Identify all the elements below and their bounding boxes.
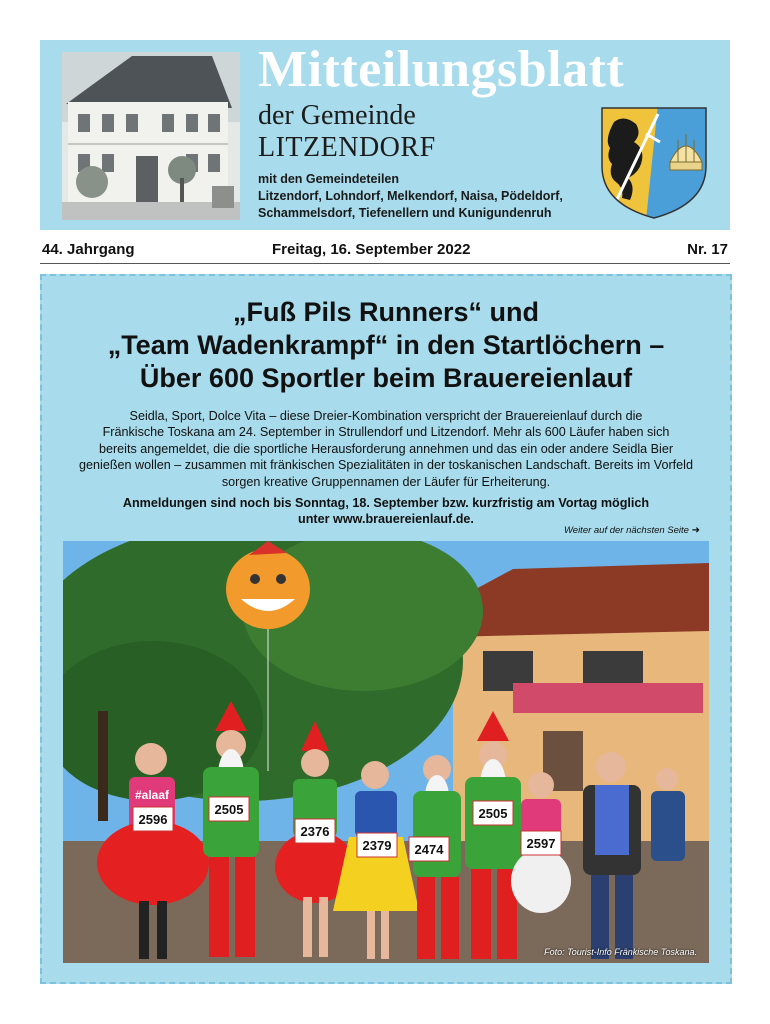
signup-note <box>60 495 712 528</box>
race-bib <box>133 807 173 831</box>
bib-number: 2474 <box>414 842 444 857</box>
issue-number: Nr. 17 <box>687 241 728 258</box>
bib-number: 2597 <box>526 836 556 851</box>
coat-of-arms-icon <box>598 104 710 220</box>
lead-line: Fränkische Toskana am 24. September in Strullendorf und Litzendorf. Mehr als 600 Läufer haben sich <box>102 425 670 440</box>
issue-info-bar <box>40 241 730 264</box>
lead-article <box>40 274 732 984</box>
article-lead <box>60 408 712 490</box>
issue-volume: 44. Jahrgang <box>42 241 135 258</box>
race-bib <box>409 837 449 861</box>
bib-number: 2376 <box>300 824 330 839</box>
town-name: LITZENDORF <box>258 132 436 163</box>
lead-line: sorgen kreative Gruppennamen der Läufer für Erheiterung. <box>221 474 551 489</box>
race-bib <box>295 819 335 843</box>
continued-text: Weiter auf der nächsten Seite <box>563 525 689 536</box>
race-bib <box>357 833 397 857</box>
photo-credit: Foto: Tourist-Info Fränkische Toskana. <box>544 947 697 957</box>
lead-line: bereits angemeldet, die die sportliche Herausforderung annehmen und das ein oder andere Seidla Bier <box>98 441 674 456</box>
district-line-1: Litzendorf, Lohndorf, Melkendorf, Naisa, Pödeldorf, <box>258 189 563 203</box>
district-list <box>258 171 563 222</box>
lead-line: Seidla, Sport, Dolce Vita – diese Dreier-Kombination verspricht der Brauereienlauf durch die <box>129 409 643 423</box>
headline-line-2: „Team Wadenkrampf“ in den Startlöchern – <box>107 330 665 360</box>
newsletter-subtitle: der Gemeinde <box>258 100 416 131</box>
arrow-right-icon: ➜ <box>691 525 700 536</box>
signup-line: unter www.brauereienlauf.de. <box>298 512 474 527</box>
bib-number: 2596 <box>138 812 168 827</box>
district-line-2: Schammelsdorf, Tiefenellern und Kunigundenruh <box>258 206 552 220</box>
race-bib <box>473 801 513 825</box>
newsletter-title: Mitteilungsblatt <box>258 41 625 98</box>
headline-line-3: Über 600 Sportler beim Brauereienlauf <box>139 363 633 393</box>
masthead <box>40 40 730 230</box>
article-headline <box>42 296 730 395</box>
shirt-lettering: #alaaf <box>134 788 170 802</box>
bib-number: 2505 <box>478 806 508 821</box>
bib-number: 2505 <box>214 802 244 817</box>
continued-link[interactable] <box>564 525 700 536</box>
signup-line: Anmeldungen sind noch bis Sonntag, 18. September bzw. kurzfristig am Vortag möglich <box>122 496 650 510</box>
town-hall-photo <box>62 52 240 220</box>
headline-line-1: „Fuß Pils Runners“ und <box>232 297 539 327</box>
race-bib <box>521 831 561 855</box>
runners-group-photo <box>63 541 709 963</box>
race-bib <box>209 797 249 821</box>
district-intro: mit den Gemeindeteilen <box>258 172 400 186</box>
lead-line: genießen wollen – zusammen mit fränkischen Spezialitäten in der toskanischen Landschaft. Bereits im Vorfeld <box>79 458 693 473</box>
bib-number: 2379 <box>362 838 392 853</box>
issue-date: Freitag, 16. September 2022 <box>272 241 471 258</box>
